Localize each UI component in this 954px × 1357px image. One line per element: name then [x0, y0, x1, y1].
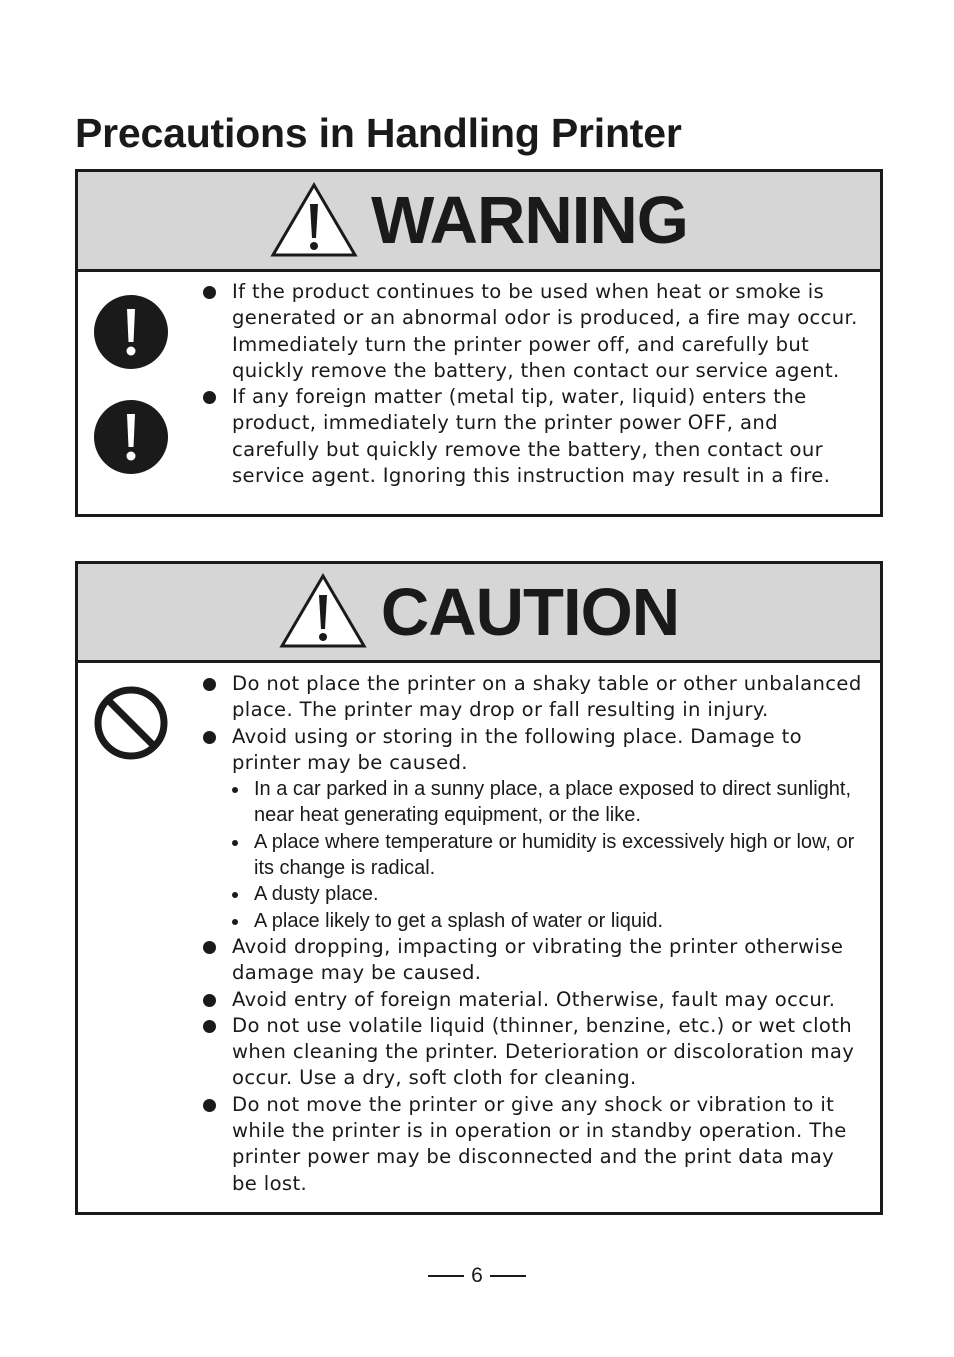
warning-heading: WARNING	[371, 183, 688, 258]
warning-box	[75, 169, 883, 517]
page-number-value: 6	[471, 1264, 483, 1287]
warning-header	[78, 172, 880, 272]
sub-list-item: In a car parked in a sunny place, a place exposed to direct sunlight, near heat generating equipment, or the like.	[228, 776, 862, 829]
warning-triangle-icon	[270, 182, 358, 258]
caution-box	[75, 561, 883, 1215]
list-item: Avoid using or storing in the following place. Damage to printer may be caused.	[228, 724, 862, 777]
bullet-icon	[203, 1099, 216, 1112]
list-item: Do not move the printer or give any shock or vibration to it while the printer is in operation or in standby operation. The printer power may be disconnected and the print data may be lost.	[228, 1092, 862, 1197]
bullet-icon	[203, 678, 216, 691]
caution-header	[78, 564, 880, 663]
caution-body	[228, 671, 862, 1197]
sub-bullet-icon	[232, 919, 238, 925]
bullet-icon	[203, 286, 216, 299]
list-item: If the product continues to be used when heat or smoke is generated or an abnormal odor is produced, a fire may occur. Immediately turn the printer power off, and carefully but quickly remove the battery, then contact our service agent.	[228, 279, 862, 384]
mandatory-action-icon	[93, 399, 169, 475]
page-number	[0, 1264, 954, 1288]
page-number-rule-right	[490, 1275, 526, 1277]
bullet-icon	[203, 994, 216, 1007]
bullet-icon	[203, 1020, 216, 1033]
list-item: Avoid dropping, impacting or vibrating the printer otherwise damage may be caused.	[228, 934, 862, 987]
bullet-icon	[203, 391, 216, 404]
sub-bullet-icon	[232, 840, 238, 846]
list-item: Avoid entry of foreign material. Otherwise, fault may occur.	[228, 987, 862, 1013]
warning-body	[228, 279, 862, 489]
sub-list-item: A place likely to get a splash of water or liquid.	[228, 908, 862, 934]
prohibition-icon	[93, 685, 169, 761]
caution-heading: CAUTION	[380, 574, 680, 650]
caution-triangle-icon	[279, 573, 367, 649]
sub-list	[228, 776, 862, 934]
page-title: Precautions in Handling Printer	[75, 110, 682, 156]
list-item: If any foreign matter (metal tip, water, liquid) enters the product, immediately turn the printer power OFF, and carefully but quickly remove the battery, then contact our service agent. Ignoring this instruction may result in a fire.	[228, 384, 862, 489]
bullet-icon	[203, 731, 216, 744]
list-item: Do not use volatile liquid (thinner, benzine, etc.) or wet cloth when cleaning the printer. Deterioration or discoloration may occur. Use a dry, soft cloth for cleaning.	[228, 1013, 862, 1092]
sub-list-item: A dusty place.	[228, 881, 862, 907]
page-number-rule-left	[428, 1275, 464, 1277]
mandatory-action-icon	[93, 294, 169, 370]
sub-bullet-icon	[232, 892, 238, 898]
sub-list-item: A place where temperature or humidity is excessively high or low, or its change is radical.	[228, 829, 862, 882]
sub-bullet-icon	[232, 787, 238, 793]
list-item: Do not place the printer on a shaky table or other unbalanced place. The printer may drop or fall resulting in injury.	[228, 671, 862, 724]
bullet-icon	[203, 941, 216, 954]
